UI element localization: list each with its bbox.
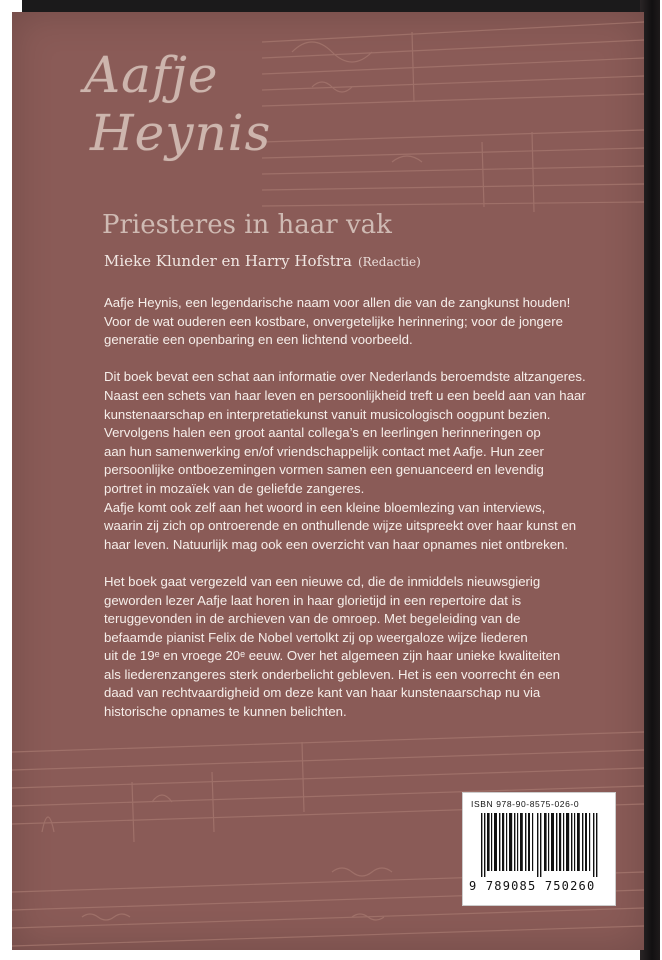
blurb-paragraph-2: Dit boek bevat een schat aan informatie over Nederlands beroemdste altzangeres. Naast een schets van haar leven en persoonlijkheid treft u een beeld aan van haar kunstenaarschap en interpretatiekunst vanuit musicologisch oogpunt bezien. Vervolgens halen een groot aantal collega’s en leerlingen herinneringen op aan hun samenwerking en/of vriendschappelijk contact met Aafje. Hun zeer persoonlijke ontboezemingen vormen samen een genuanceerd en levendig portret in mozaïek van de geliefde zangeres. Aafje komt ook zelf aan het woord in een kleine bloemlezing van interviews, waarin zij zich op ontroerende en onthullende wijze uitspreekt over haar kunst en haar leven. Natuurlijk mag ook een overzicht van haar opnames niet ontbreken. [104,369,586,552]
book-title-line1: Aafje [84,46,219,104]
blurb-paragraph-3: Het boek gaat vergezeld van een nieuwe cd, die de inmiddels nieuwsgierig geworden lezer Aafje laat horen in haar glorietijd in een repertoire dat is teruggevonden in de archieven van de omroep. Met begeleiding van de befaamde pianist Felix de Nobel vertolkt zij op weergaloze wijze liederen uit de 19ᵉ en vroege 20ᵉ eeuw. Over het algemeen zijn haar unieke kwaliteiten als liederenzangeres sterk onderbelicht gebleven. Het is een voorrecht én een daad van rechtvaardigheid om deze kant van haar kunstenaarschap nu via historische opnames te kunnen belichten. [104,573,561,720]
author-names: Mieke Klunder en Harry Hofstra [104,252,352,270]
book-title-line2: Heynis [90,104,272,162]
book-authors [104,252,421,270]
blurb-text [104,294,644,740]
book-subtitle: Priesteres in haar vak [102,210,392,240]
ean-digits: 9 789085 750260 [469,879,596,893]
editor-note: (Redactie) [357,255,421,269]
barcode-icon [481,813,599,877]
back-cover [12,12,644,950]
blurb-paragraph-1: Aafje Heynis, een legendarische naam voor allen die van de zangkunst houden! Voor de wat ouderen een kostbare, onvergetelijke herinnering; voor de jongere generatie een openbaring en een lichtend voorbeeld. [104,295,571,348]
barcode-label [462,792,616,906]
isbn-text: ISBN 978-90-8575-026-0 [471,799,580,809]
